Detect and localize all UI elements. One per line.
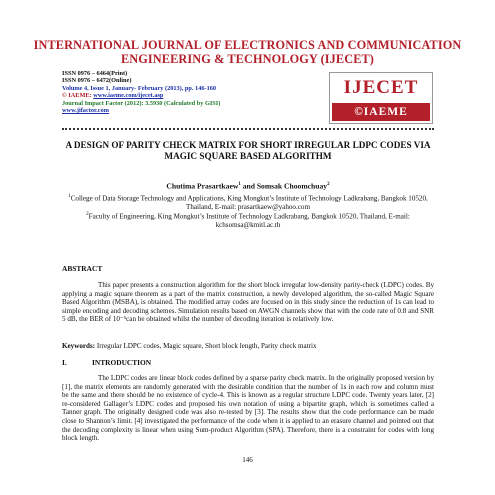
paper-title: A DESIGN OF PARITY CHECK MATRIX FOR SHORT IRREGULAR LDPC CODES VIA MAGIC SQUARE BASED ALGORITHM [65,140,431,161]
keywords-text: Irregular LDPC codes, Magic square, Short block length, Parity check matrix [95,342,317,350]
affiliation-1 [62,193,434,211]
iaeme-line [62,92,322,99]
iaeme-link[interactable]: www.iaeme.com/ijecet.asp [93,92,164,100]
section-1-heading: INTRODUCTION [92,358,152,367]
affil-2-text: Faculty of Engineering, King Mongkut’s Institute of Technology Ladkrabang, Bangkok 10520, Thailand, E-mail: kchsomsa@kmitl.ac.th [88,212,410,229]
affil-1-sup: 1 [68,194,71,199]
keywords [62,342,434,351]
iaeme-prefix: © IAEME: [62,92,92,100]
journal-logo [329,72,433,124]
impact-factor: Journal Impact Factor (2012): 3.5930 (Calculated by GISI) [62,99,221,107]
section-1-number: I. [62,358,67,367]
journal-meta [62,70,322,114]
journal-title: INTERNATIONAL JOURNAL OF ELECTRONICS AND COMMUNICATION ENGINEERING & TECHNOLOGY (IJECET) [33,38,462,66]
author-1-sup: 1 [238,182,241,187]
affil-1-text: College of Data Storage Technology and Applications, King Mongkut’s Institute of Technology Ladkrabang, Bangkok 10520, Thailand, E-mail: prasartkaew@yahoo.com [70,194,428,211]
author-join: and Somsak Choomchuay [240,181,328,191]
header-divider [62,128,434,130]
author-1: Chutima Prasartkaew [166,181,239,191]
issn-print: ISSN 0976 – 6464(Print) [62,70,128,77]
author-2-sup: 2 [327,182,330,187]
volume-info: Volume 4, Issue 1, January- February (2013), pp. 146-160 [62,84,217,92]
page-number: 146 [242,456,253,464]
keywords-label: Keywords: [62,342,96,350]
abstract-text: This paper presents a construction algorithm for the short block irregular low-density parity-check (LDPC) codes. By applying a magic square theorem as a part of the matrix construction, a newly developed algorithm, the so-called Magic Square Based Algorithm (MSBA), is obtained. The modified array codes are focused on in this study since the reduction of 1s can lead to simple encoding and decoding schemes. Simulation results based on AWGN channels show that with the code rate of 0.8 and SNR 5 dB, the BER of 10⁻⁵can be obtained whilst the number of decoding iteration is relatively low. [62,281,434,324]
introduction-text: The LDPC codes are linear block codes defined by a sparse parity check matrix. In the originally proposed version by [1], the matrix elements are randomly generated with the desirable condition that the number of 1s in each row and column must be the same and there should be no existence of cycle-4. This is known as a regular structure LDPC code. Twenty years later, [2] re-considered Gallager’s LDPC codes and proposed his own notation of using a bipartite graph, which is sometimes called a Tanner graph. The originally designed code was also re-tested by [3]. The results show that the code performance can be made close to Shannon’s limit. [4] investigated the performance of the code when it is applied to an erasure channel and pointed out that the decoding complexity is linear when using Sum-product Algorithm (SPA). Therefore, there is a constraint for codes with long block length. [62,374,434,443]
logo-top-text: IJECET [332,75,430,101]
jifactor-link[interactable]: www.jifactor.com [62,107,109,115]
authors [62,180,434,191]
affiliations [62,193,434,229]
abstract-heading: ABSTRACT [62,264,103,273]
affil-2-sup: 2 [86,212,89,218]
issn-online: ISSN 0976 – 6472(Online) [62,77,132,85]
logo-bottom-text: ©IAEME [332,103,430,121]
affiliation-2 [62,211,434,229]
